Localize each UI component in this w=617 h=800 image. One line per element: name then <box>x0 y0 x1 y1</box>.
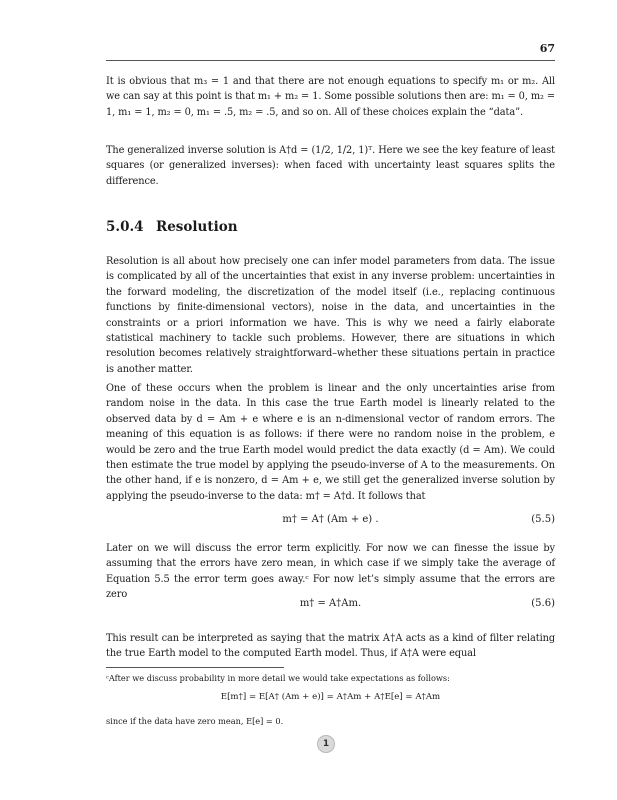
paragraph-resolution-intro: Resolution is all about how precisely one can infer model parameters from data. The issue is complicated by all of the uncertainties that exist in any inverse problem: uncertainties in the forward modeling, the discretization of the model itself (i.e., replacing continuous functions by finite-dimensional vectors), noise in the data, and uncertainties in the constraints or a priori information we have. This is why we need a fairly elaborate statistical machinery to tackle such problems. However, there are situations in which resolution becomes relatively straightforward–whether these situations pertain in practice is another matter. <box>106 256 555 375</box>
paragraph-filter: This result can be interpreted as saying that the matrix A†A acts as a kind of filter relating the true Earth model to the computed Earth model. Thus, if A†A were equal <box>106 633 555 660</box>
header-rule <box>106 60 555 61</box>
equation-5-6-body: m† = A†Am. <box>299 598 362 609</box>
equation-5-6 <box>106 598 555 614</box>
equation-5-5-tag: (5.5) <box>531 514 555 525</box>
page-badge[interactable]: 1 <box>317 735 335 753</box>
paragraph-error-term: Later on we will discuss the error term explicitly. For now we can finesse the issue by assuming that the errors have zero mean, in which case if we simply take the average of Equation 5.5 the error term goes away.ᶜ For now let’s simply assume that the errors are zero <box>106 543 555 601</box>
section-title: Resolution <box>156 219 238 235</box>
paragraph-linear-noise: One of these occurs when the problem is linear and the only uncertainties arise from random noise in the data. In this case the true Earth model is linearly related to the observed data by d = Am + e where e is an n-dimensional vector of random errors. The meaning of this equation is as follows: if there were no random noise in the problem, e would be zero and the true Earth model would predict the data exactly (d = Am). We could then estimate the true model by applying the pseudo-inverse of A to the measurements. On the other hand, if e is nonzero, d = Am + e, we still get the generalized inverse solution by applying the pseudo-inverse to the data: m† = A†d. It follows that <box>106 383 555 502</box>
paragraph-underdetermined: It is obvious that m₃ = 1 and that there are not enough equations to specify m₁ or m₂. All we can say at this point is that m₁ + m₂ = 1. Some possible solutions then are: m₁ = 0, m₂ = 1, m₁ = 1, m₂ = 0, m₁ = .5, m₂ = .5, and so on. All of these choices explain the “data”. <box>106 76 555 118</box>
footnote-rule <box>106 667 284 668</box>
equation-5-5 <box>106 514 555 530</box>
footnote-intro: ᶜAfter we discuss probability in more detail we would take expectations as follows: <box>106 673 450 683</box>
section-heading <box>106 219 238 235</box>
footnote-outro: since if the data have zero mean, E[e] = 0. <box>106 716 284 726</box>
equation-5-6-tag: (5.6) <box>531 598 555 609</box>
paragraph-generalized-inverse: The generalized inverse solution is A†d = (1/2, 1/2, 1)ᵀ. Here we see the key feature of least squares (or generalized inverses): when faced with uncertainty least squares splits the difference. <box>106 145 555 187</box>
section-number: 5.0.4 <box>106 219 144 235</box>
equation-5-5-body: m† = A† (Am + e) . <box>282 514 379 525</box>
page-number: 67 <box>539 42 555 55</box>
footnote-equation: E[m†] = E[A† (Am + e)] = A†Am + A†E[e] = A†Am <box>220 692 441 702</box>
